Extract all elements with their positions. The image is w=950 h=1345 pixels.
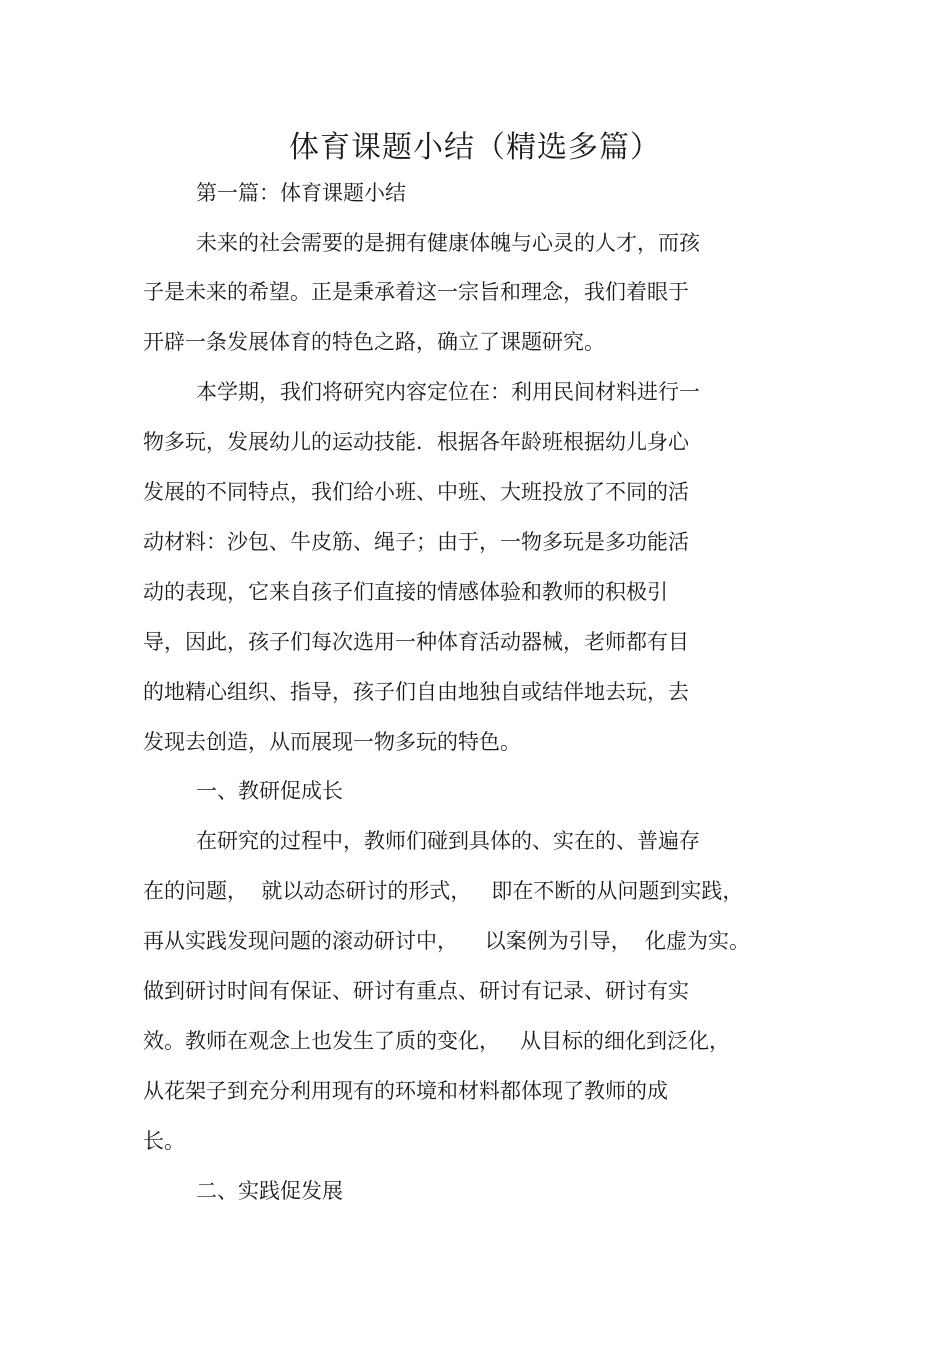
paragraph-line: 长。	[143, 1129, 185, 1153]
paragraph-line: 在的问题， 就以动态研讨的形式， 即在不断的从问题到实践，	[143, 879, 744, 903]
paragraph-line: 再从实践发现问题的滚动研讨中， 以案例为引导， 化虚为实。	[143, 929, 751, 953]
paragraph-line: 从花架子到充分利用现有的环境和材料都体现了教师的成	[143, 1079, 668, 1103]
paragraph-line: 动的表现，它来自孩子们直接的情感体验和教师的积极引	[143, 580, 668, 604]
paragraph-line: 动材料：沙包、牛皮筋、绳子；由于，一物多玩是多功能活	[143, 530, 689, 554]
section-heading: 二、实践促发展	[196, 1179, 343, 1203]
paragraph-line: 发展的不同特点，我们给小班、中班、大班投放了不同的活	[143, 480, 689, 504]
paragraph-line: 物多玩，发展幼儿的运动技能．根据各年龄班根据幼儿身心	[143, 430, 689, 454]
paragraph-line: 在研究的过程中，教师们碰到具体的、实在的、普遍存	[196, 829, 700, 853]
section-heading: 一、教研促成长	[196, 779, 343, 803]
paragraph-line: 发现去创造，从而展现一物多玩的特色。	[143, 730, 521, 754]
paragraph-line: 的地精心组织、指导，孩子们自由地独自或结伴地去玩，去	[143, 680, 689, 704]
page-title: 体育课题小结（精选多篇）	[289, 130, 661, 165]
paragraph-line: 做到研讨时间有保证、研讨有重点、研讨有记录、研讨有实	[143, 979, 689, 1003]
paragraph-line: 子是未来的希望。正是秉承着这一宗旨和理念，我们着眼于	[143, 280, 689, 304]
subtitle: 第一篇：体育课题小结	[196, 181, 406, 205]
paragraph-line: 效。教师在观念上也发生了质的变化， 从目标的细化到泛化，	[143, 1029, 731, 1053]
paragraph-line: 本学期，我们将研究内容定位在：利用民间材料进行一	[196, 380, 700, 404]
paragraph-line: 开辟一条发展体育的特色之路，确立了课题研究。	[143, 330, 605, 354]
paragraph-line: 未来的社会需要的是拥有健康体魄与心灵的人才，而孩	[196, 231, 700, 255]
paragraph-line: 导，因此，孩子们每次选用一种体育活动器械，老师都有目	[143, 630, 689, 654]
